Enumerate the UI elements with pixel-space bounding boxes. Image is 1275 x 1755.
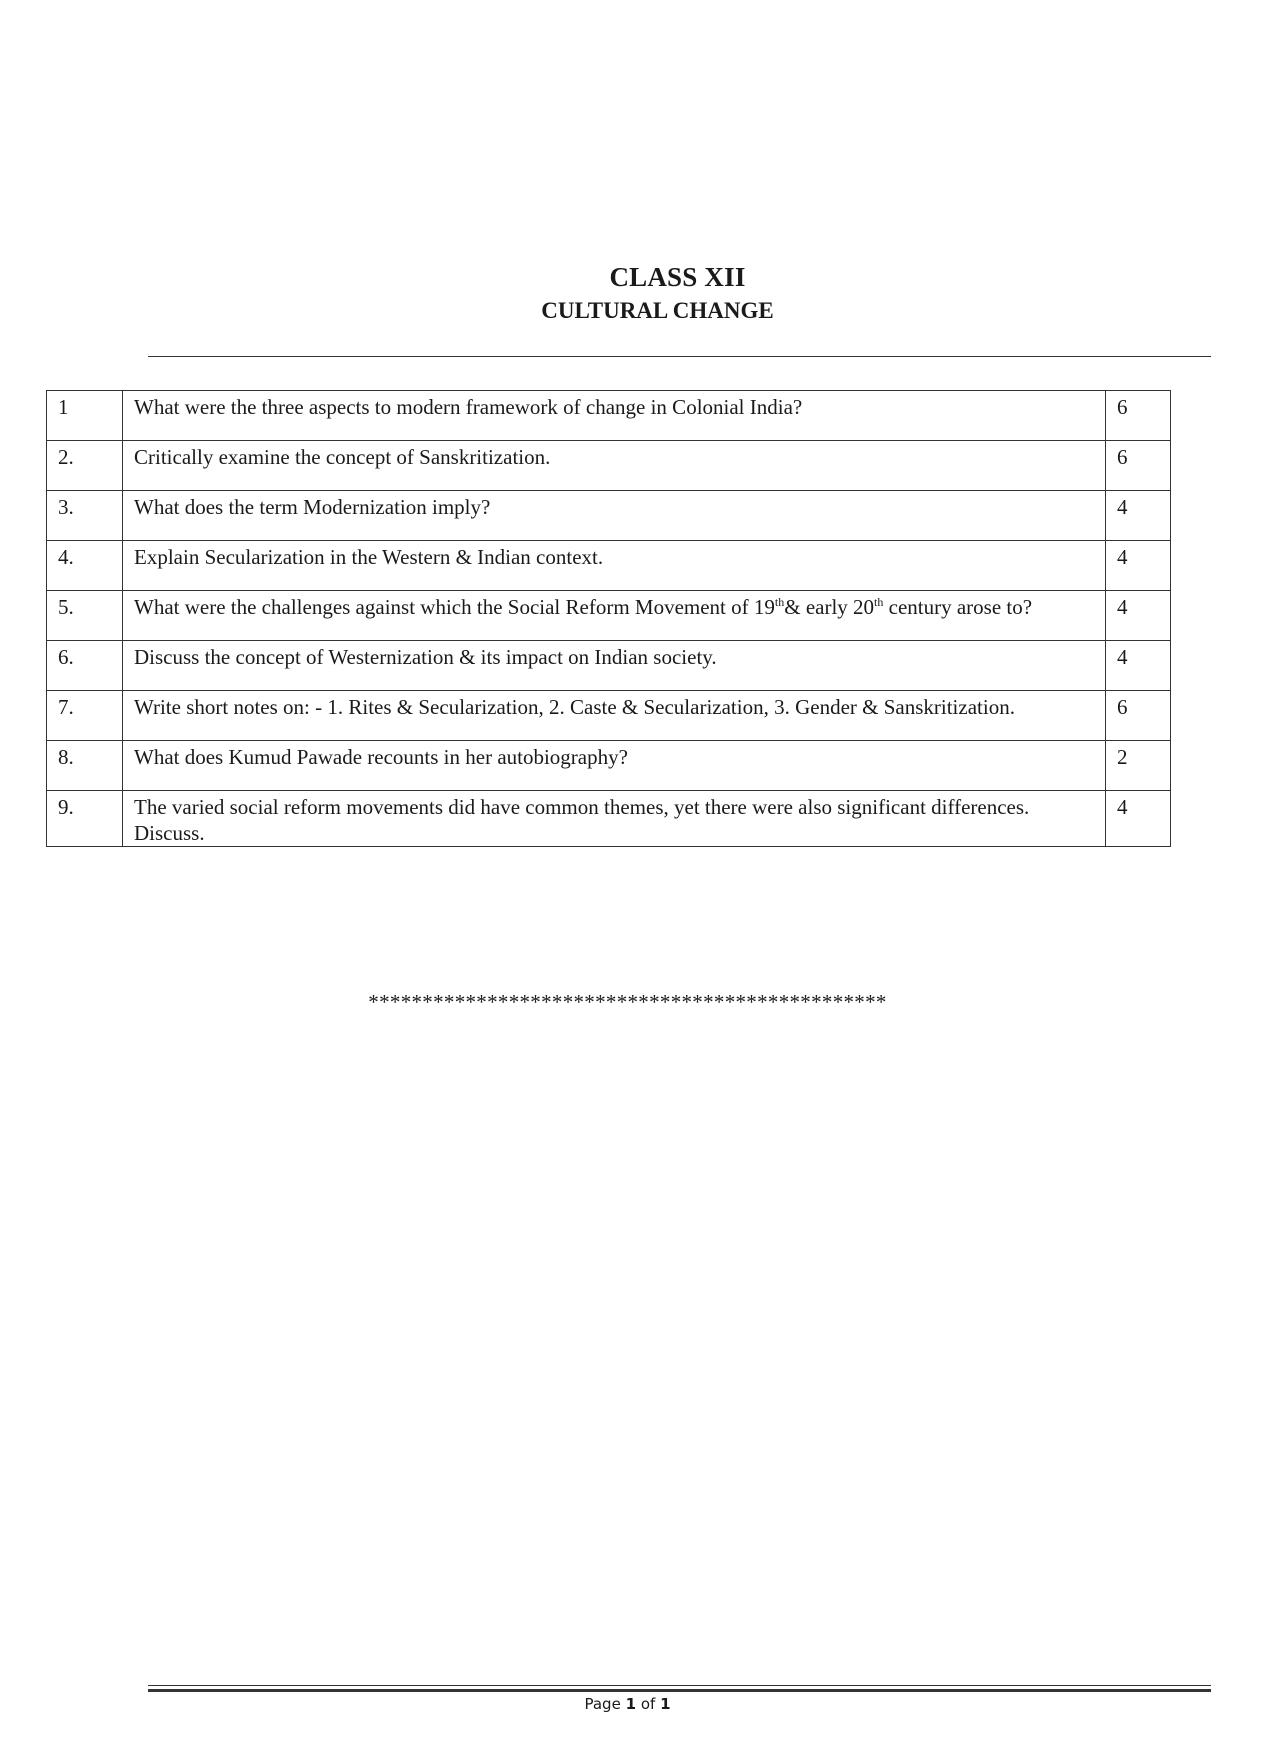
question-marks: 4 <box>1106 791 1171 847</box>
question-text: What does the term Modernization imply? <box>123 491 1106 541</box>
questions-table <box>46 390 1171 847</box>
table-row <box>47 591 1171 641</box>
table-row <box>47 691 1171 741</box>
table-row <box>47 391 1171 441</box>
question-marks: 4 <box>1106 641 1171 691</box>
class-title: CLASS XII <box>609 262 746 292</box>
question-text: Write short notes on: - 1. Rites & Secularization, 2. Caste & Secularization, 3. Gender & Sanskritization. <box>123 691 1106 741</box>
question-marks: 4 <box>1106 541 1171 591</box>
question-marks: 6 <box>1106 441 1171 491</box>
question-text: What were the three aspects to modern framework of change in Colonial India? <box>123 391 1106 441</box>
page-label: Page <box>584 1695 621 1713</box>
topic-title: CULTURAL CHANGE <box>541 298 774 323</box>
question-text: The varied social reform movements did have common themes, yet there were also significant differences. Discuss. <box>123 791 1106 847</box>
of-label: of <box>640 1695 656 1713</box>
question-text: Discuss the concept of Westernization & its impact on Indian society. <box>123 641 1106 691</box>
question-text-part: & early 20 <box>784 595 875 619</box>
page-footer <box>0 1695 1255 1713</box>
header-divider <box>148 356 1211 357</box>
question-marks: 4 <box>1106 591 1171 641</box>
question-marks: 4 <box>1106 491 1171 541</box>
question-text: Explain Secularization in the Western & Indian context. <box>123 541 1106 591</box>
page-total: 1 <box>660 1695 671 1713</box>
table-row <box>47 641 1171 691</box>
question-number: 6. <box>47 641 123 691</box>
question-number: 9. <box>47 791 123 847</box>
question-marks: 6 <box>1106 391 1171 441</box>
question-text: What does Kumud Pawade recounts in her autobiography? <box>123 741 1106 791</box>
ordinal-superscript: th <box>874 595 884 609</box>
question-number: 5. <box>47 591 123 641</box>
ordinal-superscript: th <box>774 595 785 609</box>
question-text <box>123 591 1106 641</box>
footer-divider-thick <box>148 1689 1211 1692</box>
table-row <box>47 491 1171 541</box>
table-row <box>47 541 1171 591</box>
question-text-part: century arose to? <box>883 595 1033 619</box>
end-separator: ************************************************ <box>368 990 887 1014</box>
question-number: 8. <box>47 741 123 791</box>
question-text: Critically examine the concept of Sanskritization. <box>123 441 1106 491</box>
question-text-part: What were the challenges against which the Social Reform Movement of 19 <box>134 595 775 619</box>
question-number: 3. <box>47 491 123 541</box>
question-number: 1 <box>47 391 123 441</box>
question-number: 2. <box>47 441 123 491</box>
question-marks: 2 <box>1106 741 1171 791</box>
question-marks: 6 <box>1106 691 1171 741</box>
table-row <box>47 741 1171 791</box>
footer-divider <box>148 1685 1211 1686</box>
question-number: 7. <box>47 691 123 741</box>
question-number: 4. <box>47 541 123 591</box>
page-current: 1 <box>625 1695 637 1713</box>
table-row <box>47 791 1171 847</box>
table-row <box>47 441 1171 491</box>
